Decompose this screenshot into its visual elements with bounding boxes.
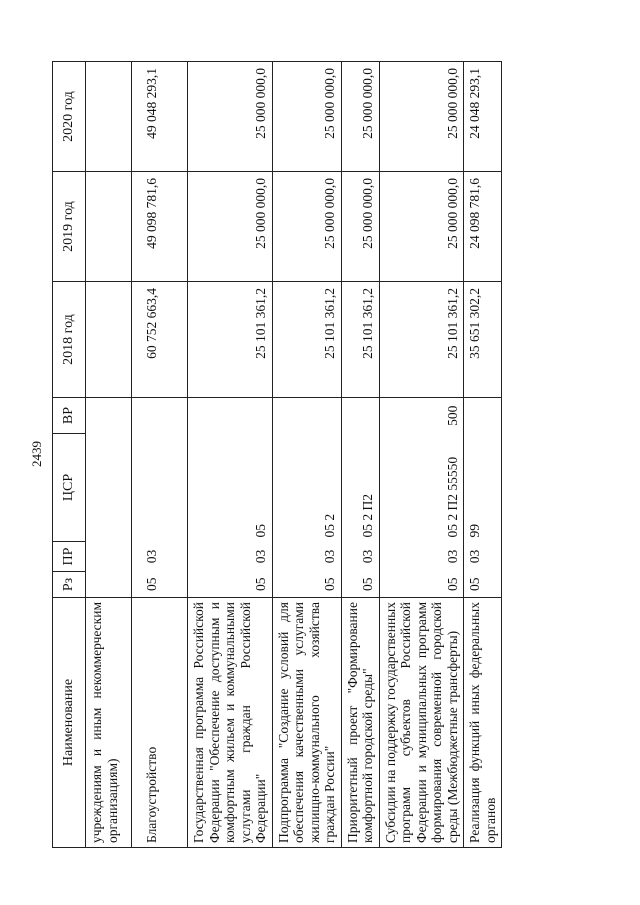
table-row <box>86 62 132 848</box>
row-2018: 25 101 361,2 <box>188 282 273 398</box>
row-2020: 25 000 000,0 <box>188 62 273 172</box>
row-2020: 25 000 000,0 <box>379 62 464 172</box>
row-name: учреждениям и иным некоммерческим организациям) <box>86 598 132 848</box>
row-2019: 25 000 000,0 <box>341 172 379 282</box>
row-csr: 05 2 П2 <box>341 434 379 542</box>
row-2020: 25 000 000,0 <box>272 62 341 172</box>
row-csr: 05 2 П2 55550 <box>379 434 464 542</box>
row-csr: 99 <box>464 434 502 542</box>
page-number: 2439 <box>29 441 44 467</box>
row-2019 <box>86 172 132 282</box>
row-vr <box>132 398 188 434</box>
row-rz: 05 <box>379 572 464 598</box>
row-rz: 05 <box>132 572 188 598</box>
row-2020: 49 048 293,1 <box>132 62 188 172</box>
row-csr <box>86 434 132 542</box>
row-2020: 24 048 293,1 <box>464 62 502 172</box>
row-rz <box>86 572 132 598</box>
row-csr: 05 2 <box>272 434 341 542</box>
header-2020: 2020 год <box>53 62 86 172</box>
row-name: Приоритетный проект "Формирование комфортной городской среды" <box>341 598 379 848</box>
row-pr: 03 <box>464 542 502 572</box>
row-name: Государственная программа Российской Федерации "Обеспечение доступным и комфортным жильем и коммунальными услугами граждан Российской Федерации" <box>188 598 273 848</box>
table-row <box>272 62 341 848</box>
table-row <box>379 62 464 848</box>
table-row <box>132 62 188 848</box>
row-vr <box>341 398 379 434</box>
row-rz: 05 <box>341 572 379 598</box>
row-2018: 25 101 361,2 <box>379 282 464 398</box>
header-name: Наименование <box>53 598 86 848</box>
row-2019: 25 000 000,0 <box>188 172 273 282</box>
row-vr: 500 <box>379 398 464 434</box>
table-row <box>341 62 379 848</box>
row-rz: 05 <box>464 572 502 598</box>
row-vr <box>464 398 502 434</box>
header-vr: ВР <box>53 398 86 434</box>
row-2019: 25 000 000,0 <box>272 172 341 282</box>
row-vr <box>86 398 132 434</box>
row-2018: 25 101 361,2 <box>341 282 379 398</box>
row-2020 <box>86 62 132 172</box>
budget-sheet <box>52 62 594 848</box>
table-row <box>464 62 502 848</box>
row-vr <box>188 398 273 434</box>
row-csr <box>132 434 188 542</box>
row-rz: 05 <box>272 572 341 598</box>
header-rz: Рз <box>53 572 86 598</box>
row-rz: 05 <box>188 572 273 598</box>
row-pr: 03 <box>132 542 188 572</box>
row-2018 <box>86 282 132 398</box>
row-name: Благоустройство <box>132 598 188 848</box>
row-vr <box>272 398 341 434</box>
table-row <box>188 62 273 848</box>
row-2019: 49 098 781,6 <box>132 172 188 282</box>
header-2019: 2019 год <box>53 172 86 282</box>
row-pr <box>86 542 132 572</box>
row-2019: 24 098 781,6 <box>464 172 502 282</box>
row-pr: 03 <box>272 542 341 572</box>
row-name: Подпрограмма "Создание условий для обеспечения качественными услугами жилищно-коммунального хозяйства граждан России" <box>272 598 341 848</box>
table-header-row <box>53 62 86 848</box>
row-2018: 35 651 302,2 <box>464 282 502 398</box>
row-2019: 25 000 000,0 <box>379 172 464 282</box>
row-2020: 25 000 000,0 <box>341 62 379 172</box>
budget-table <box>52 61 502 848</box>
header-csr: ЦСР <box>53 434 86 542</box>
row-pr: 03 <box>379 542 464 572</box>
row-pr: 03 <box>341 542 379 572</box>
header-pr: ПР <box>53 542 86 572</box>
row-2018: 60 752 663,4 <box>132 282 188 398</box>
row-2018: 25 101 361,2 <box>272 282 341 398</box>
row-name: Реализация функций иных федеральных органов <box>464 598 502 848</box>
row-name: Субсидии на поддержку государственных программ субъектов Российской Федерации и муниципальных программ формирования современной городской среды (Межбюджетные трансферты) <box>379 598 464 848</box>
row-pr: 03 <box>188 542 273 572</box>
header-2018: 2018 год <box>53 282 86 398</box>
row-csr: 05 <box>188 434 273 542</box>
